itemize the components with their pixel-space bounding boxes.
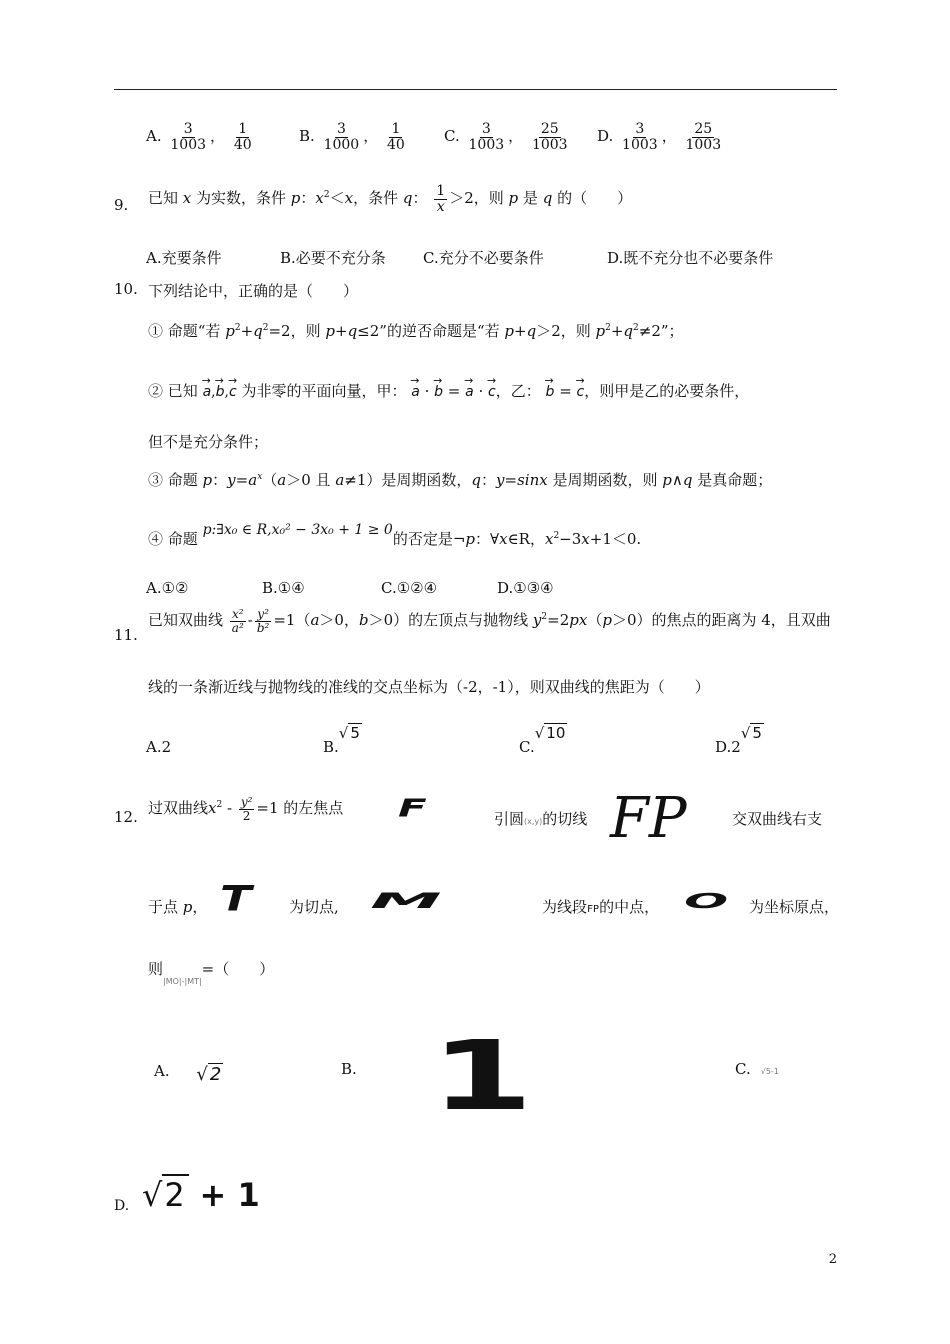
vector-list: → a,→ b,→ c xyxy=(203,384,237,400)
sqrt-expression: √ 10 xyxy=(534,724,566,742)
q8-option-d: D. $\frac{3}{1003}$ ， $\frac{25}{1003}$ xyxy=(597,121,722,153)
q12-stem-line1-right: 交双曲线右支 xyxy=(732,810,823,828)
header-rule xyxy=(114,89,837,90)
option-label: A. xyxy=(146,127,162,146)
symbol-FP: FP xyxy=(610,786,687,851)
sqrt-expression: √ 5 xyxy=(338,724,360,742)
q10-stem: 下列结论中，正确的是（ ） xyxy=(148,282,359,300)
fraction: $\frac{1}{x}$ xyxy=(436,183,446,215)
symbol-O: O xyxy=(684,890,729,913)
q11-option-b: B.√ 5 xyxy=(323,724,360,756)
q10-statement-3: ③ 命题 p：$y=a^x(a>0$ 且 a≠1）是周期函数，q：y=sinx 是周期函数，则 p∧q 是真命题； xyxy=(148,471,773,489)
q11-option-c: C.√ 10 xyxy=(519,724,566,756)
fraction: $\frac{1}{40}$ xyxy=(387,121,405,153)
sqrt-expression: √ 5 xyxy=(740,724,762,742)
q9-option-b: B.必要不充分条 xyxy=(280,249,386,267)
q12-stem-circle: 引圆(x,y)的切线 xyxy=(494,810,588,828)
q12-option-a: A. √ 2 xyxy=(154,1062,222,1085)
q12-option-c: C. √5-1 xyxy=(735,1060,779,1078)
fraction: $\frac{25}{1003}$ xyxy=(531,121,568,153)
q10-statement-2: ② 已知 → a,→ b,→ c 为非零的平面向量，甲： → a · → b = → a · → c，乙： → b = → c，则甲是乙的必要条件， xyxy=(148,380,749,401)
q11-number: 11. xyxy=(114,626,138,644)
q10-number: 10. xyxy=(114,280,138,298)
symbol-M: M xyxy=(370,888,442,914)
symbol-F: F xyxy=(398,793,427,823)
q12-stem-line3: 则$_{|MO|-|MT|}$=（ ） xyxy=(148,960,275,986)
q9-number: 9. xyxy=(114,196,129,214)
fraction: $\frac{3}{1000}$ xyxy=(323,121,360,153)
fraction: $\frac{3}{1003}$ xyxy=(170,121,207,153)
q12-tangent-point: 为切点, xyxy=(289,898,339,916)
q11-option-a: A.2 xyxy=(146,738,172,756)
symbol-T: T xyxy=(220,878,252,919)
q12-option-d: D. √2 + 1 xyxy=(114,1176,260,1214)
sqrt-expression: √ 2 xyxy=(196,1064,222,1085)
q12-option-b-label: B. xyxy=(341,1060,357,1078)
fraction: $\frac{1}{40}$ xyxy=(233,121,252,153)
math-expression: p:∃x₀ ∈ R,x₀² − 3x₀ + 1 ≥ 0 xyxy=(202,522,393,538)
q12-stem-line1-left: 过双曲线$x^2$ - $\frac{\text{y²}}{2}$ =1 的左焦点 xyxy=(148,795,344,823)
q9-option-a: A.充要条件 xyxy=(146,249,222,267)
vector-equation-jia: → a · → b = → a · → c xyxy=(411,382,496,400)
q9-stem: 已知 x 为实数，条件 p：$x^2<x$，条件 q： $\frac{1}{x}$ ＞2，则 p 是 q 的（ ） xyxy=(148,183,633,215)
fraction: $\frac{25}{1003}$ xyxy=(685,121,722,153)
fraction: $\frac{3}{1003}$ xyxy=(622,121,658,153)
q10-option-b: B.①④ xyxy=(262,579,305,597)
q12-number: 12. xyxy=(114,808,138,826)
vector-equation-yi: → b = → c xyxy=(546,382,585,400)
fraction: $\frac{\text{x²}}{\text{a²}}$ xyxy=(231,607,244,635)
q10-option-d: D.①③④ xyxy=(497,579,554,597)
sqrt-expression: √2 xyxy=(141,1176,187,1214)
q8-option-a: A. $\frac{3}{1003}$ ， $\frac{1}{40}$ xyxy=(146,121,252,153)
fraction: $\frac{\text{y²}}{2}$ xyxy=(240,795,253,823)
q10-option-c: C.①②④ xyxy=(381,579,438,597)
fraction: $\frac{\text{y²}}{\text{b²}}$ xyxy=(256,607,270,635)
q10-option-a: A.①② xyxy=(146,579,189,597)
q8-option-c: C. $\frac{3}{1003}$ ， $\frac{25}{1003}$ xyxy=(444,121,568,153)
page-number: 2 xyxy=(828,1252,837,1267)
q8-option-b: B. $\frac{3}{1000}$ ， $\frac{1}{40}$ xyxy=(299,121,405,153)
q10-statement-4: ④ 命题 p:∃x₀ ∈ R,x₀² − 3x₀ + 1 ≥ 0的否定是¬p：∀x∈R，$x^2-3x+1<0$. xyxy=(148,522,642,548)
q11-option-d: D.2√ 5 xyxy=(715,724,762,756)
q12-stem-line2-a: 于点 p， xyxy=(148,898,208,916)
symbol-one: 1 xyxy=(430,1020,534,1132)
q10-statement-2-cont: 但不是充分条件； xyxy=(148,433,269,451)
q10-statement-1: ① 命题“若 $p^2+q^2=2$，则 p+q≤2”的逆否命题是“若 p+q＞2，则 $p^2+q^2\ne 2$”； xyxy=(148,322,684,340)
q12-midpoint: 为线段FP的中点， xyxy=(542,898,660,916)
q9-option-c: C.充分不必要条件 xyxy=(423,249,544,267)
fraction: $\frac{3}{1003}$ xyxy=(468,121,505,153)
q9-option-d: D.既不充分也不必要条件 xyxy=(607,249,774,267)
q11-stem-line2: 线的一条渐近线与抛物线的准线的交点坐标为（-2，-1），则双曲线的焦距为（ ） xyxy=(148,678,710,696)
q11-stem: 已知双曲线 $\frac{\text{x²}}{\text{a²}}$ - $\frac{\text{y²}}{\text{b²}}$ =1（a＞0，b＞0）的左顶点与抛物线 $y^2=2px(p>0)$的焦点的距离为 4，且双曲 xyxy=(148,607,831,635)
q12-origin: 为坐标原点， xyxy=(749,898,840,916)
